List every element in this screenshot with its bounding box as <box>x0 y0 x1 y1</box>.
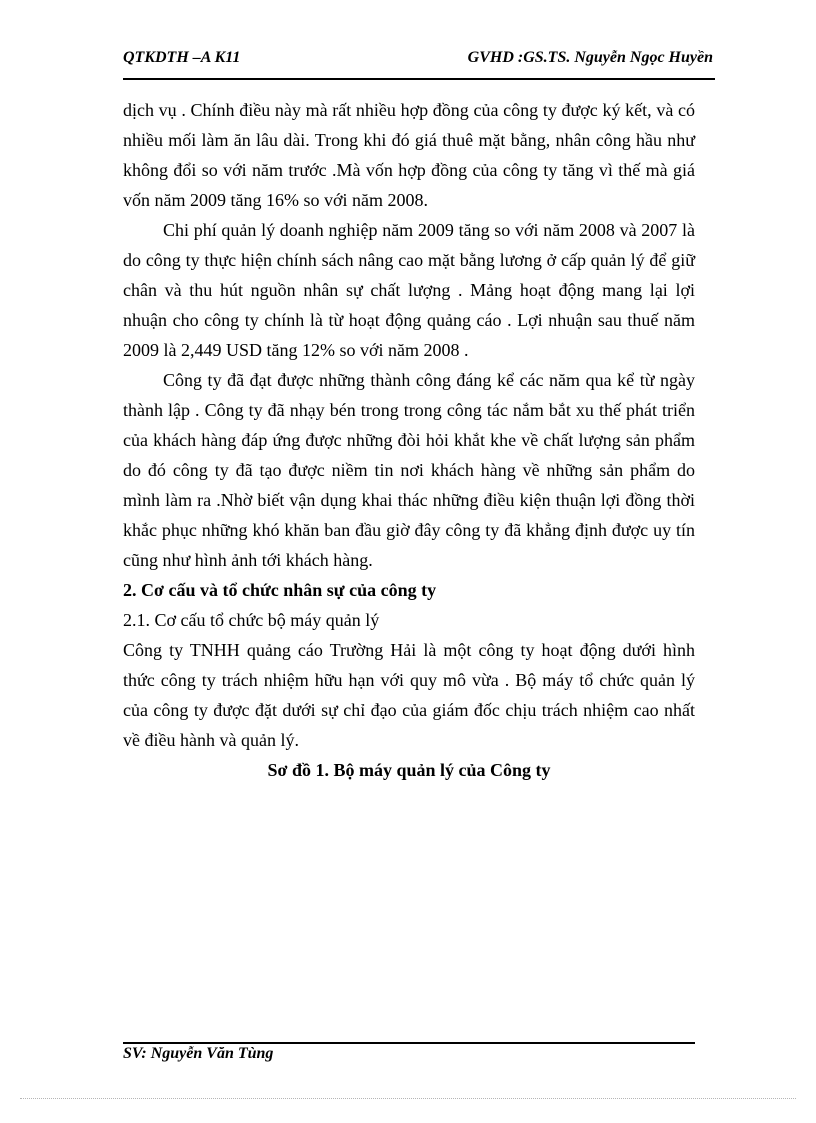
subsection-heading: 2.1. Cơ cấu tổ chức bộ máy quản lý <box>123 610 380 630</box>
page-body <box>123 95 695 785</box>
diagram-title: Sơ đồ 1. Bộ máy quản lý của Công ty <box>267 760 551 780</box>
header-course-code: QTKDTH –A K11 <box>123 49 241 66</box>
footer-student-name: SV: Nguyễn Văn Tùng <box>123 1045 274 1062</box>
paragraph-cost-of-sales: dịch vụ . Chính điều này mà rất nhiều hợp đồng của công ty được ký kết, và có nhiều mối làm ăn lâu dài. Trong khi đó giá thuê mặt bằng, nhân công hầu như không đổi so với năm trước .Mà vốn hợp đồng của công ty tăng vì thế mà giá vốn năm 2009 tăng 16% so với năm 2008. <box>123 100 695 210</box>
page-bottom-border <box>20 1098 796 1099</box>
paragraph-company-structure: Công ty TNHH quảng cáo Trường Hải là một công ty hoạt động dưới hình thức công ty trách nhiệm hữu hạn với quy mô vừa . Bộ máy tổ chức quản lý của công ty được đặt dưới sự chỉ đạo của giám đốc chịu trách nhiệm cao nhất về điều hành và quản lý. <box>123 640 695 750</box>
section-heading: 2. Cơ cấu và tổ chức nhân sự của công ty <box>123 580 437 600</box>
header-supervisor: GVHD :GS.TS. Nguyễn Ngọc Huyền <box>467 49 713 66</box>
footer-divider <box>123 1042 695 1044</box>
header-divider <box>123 78 715 80</box>
page-header <box>123 47 713 69</box>
paragraph-admin-expenses: Chi phí quản lý doanh nghiệp năm 2009 tăng so với năm 2008 và 2007 là do công ty thực hiện chính sách nâng cao mặt bằng lương ở cấp quản lý để giữ chân và thu hút nguồn nhân sự chất lượng . Mảng hoạt động mang lại lợi nhuận cho công ty chính là từ hoạt động quảng cáo . Lợi nhuận sau thuế năm 2009 là 2,449 USD tăng 12% so với năm 2008 . <box>123 220 695 360</box>
paragraph-achievements: Công ty đã đạt được những thành công đáng kể các năm qua kể từ ngày thành lập . Công ty đã nhạy bén trong trong công tác nắm bắt xu thế phát triển của khách hàng đáp ứng được những đòi hỏi khắt khe về chất lượng sản phẩm do đó công ty đã tạo được niềm tin nơi khách hàng về những sản phẩm do mình làm ra .Nhờ biết vận dụng khai thác những điều kiện thuận lợi đồng thời khắc phục những khó khăn ban đầu giờ đây công ty đã khẳng định được uy tín cũng như hình ảnh tới khách hàng. <box>123 370 695 570</box>
